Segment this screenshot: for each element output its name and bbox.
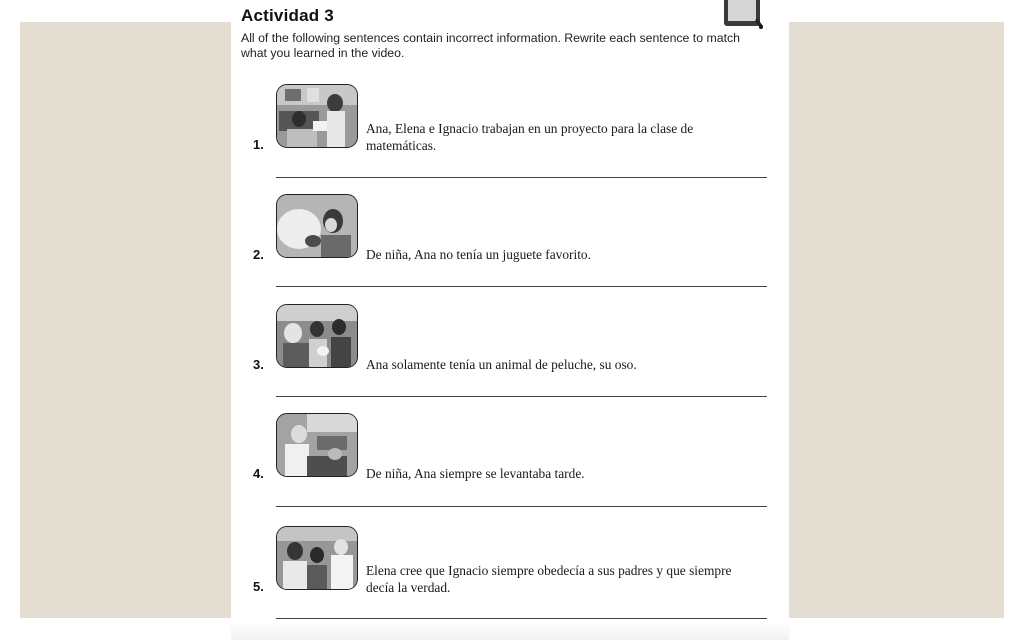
video-still-image xyxy=(276,84,358,148)
video-still-image xyxy=(276,526,358,590)
instructions-text: All of the following sentences contain incorrect information. Rewrite each sentence to match what you learned in the video. xyxy=(241,31,740,60)
exercise-item-1 xyxy=(231,84,789,194)
item-number: 2. xyxy=(253,247,264,262)
video-still-image xyxy=(276,194,358,258)
video-still-image xyxy=(276,304,358,368)
page-title: Actividad 3 xyxy=(241,6,334,25)
item-sentence: Elena cree que Ignacio siempre obedecía a sus padres y que siempre decía la verdad. xyxy=(366,563,732,595)
answer-line[interactable] xyxy=(276,396,767,397)
video-still-image xyxy=(276,413,358,477)
item-number: 1. xyxy=(253,137,264,152)
item-sentence: De niña, Ana siempre se levantaba tarde. xyxy=(366,466,585,481)
item-sentence: Ana, Elena e Ignacio trabajan en un proyecto para la clase de matemáticas. xyxy=(366,121,694,153)
item-number: 5. xyxy=(253,579,264,594)
item-number: 4. xyxy=(253,466,264,481)
exercise-item-2 xyxy=(231,194,789,304)
answer-line[interactable] xyxy=(276,177,767,178)
item-number: 3. xyxy=(253,357,264,372)
item-sentence: Ana solamente tenía un animal de peluche, su oso. xyxy=(366,357,637,372)
answer-line[interactable] xyxy=(276,286,767,287)
worksheet-page xyxy=(231,0,789,640)
answer-line[interactable] xyxy=(276,618,767,619)
exercise-item-5 xyxy=(231,526,789,636)
exercise-item-4 xyxy=(231,413,789,523)
left-margin-panel xyxy=(20,22,231,618)
exercise-item-3 xyxy=(231,304,789,414)
page-bottom-edge xyxy=(231,622,789,640)
video-tablet-icon xyxy=(723,0,765,30)
right-margin-panel xyxy=(789,22,1004,618)
answer-line[interactable] xyxy=(276,506,767,507)
item-sentence: De niña, Ana no tenía un juguete favorito. xyxy=(366,247,591,262)
